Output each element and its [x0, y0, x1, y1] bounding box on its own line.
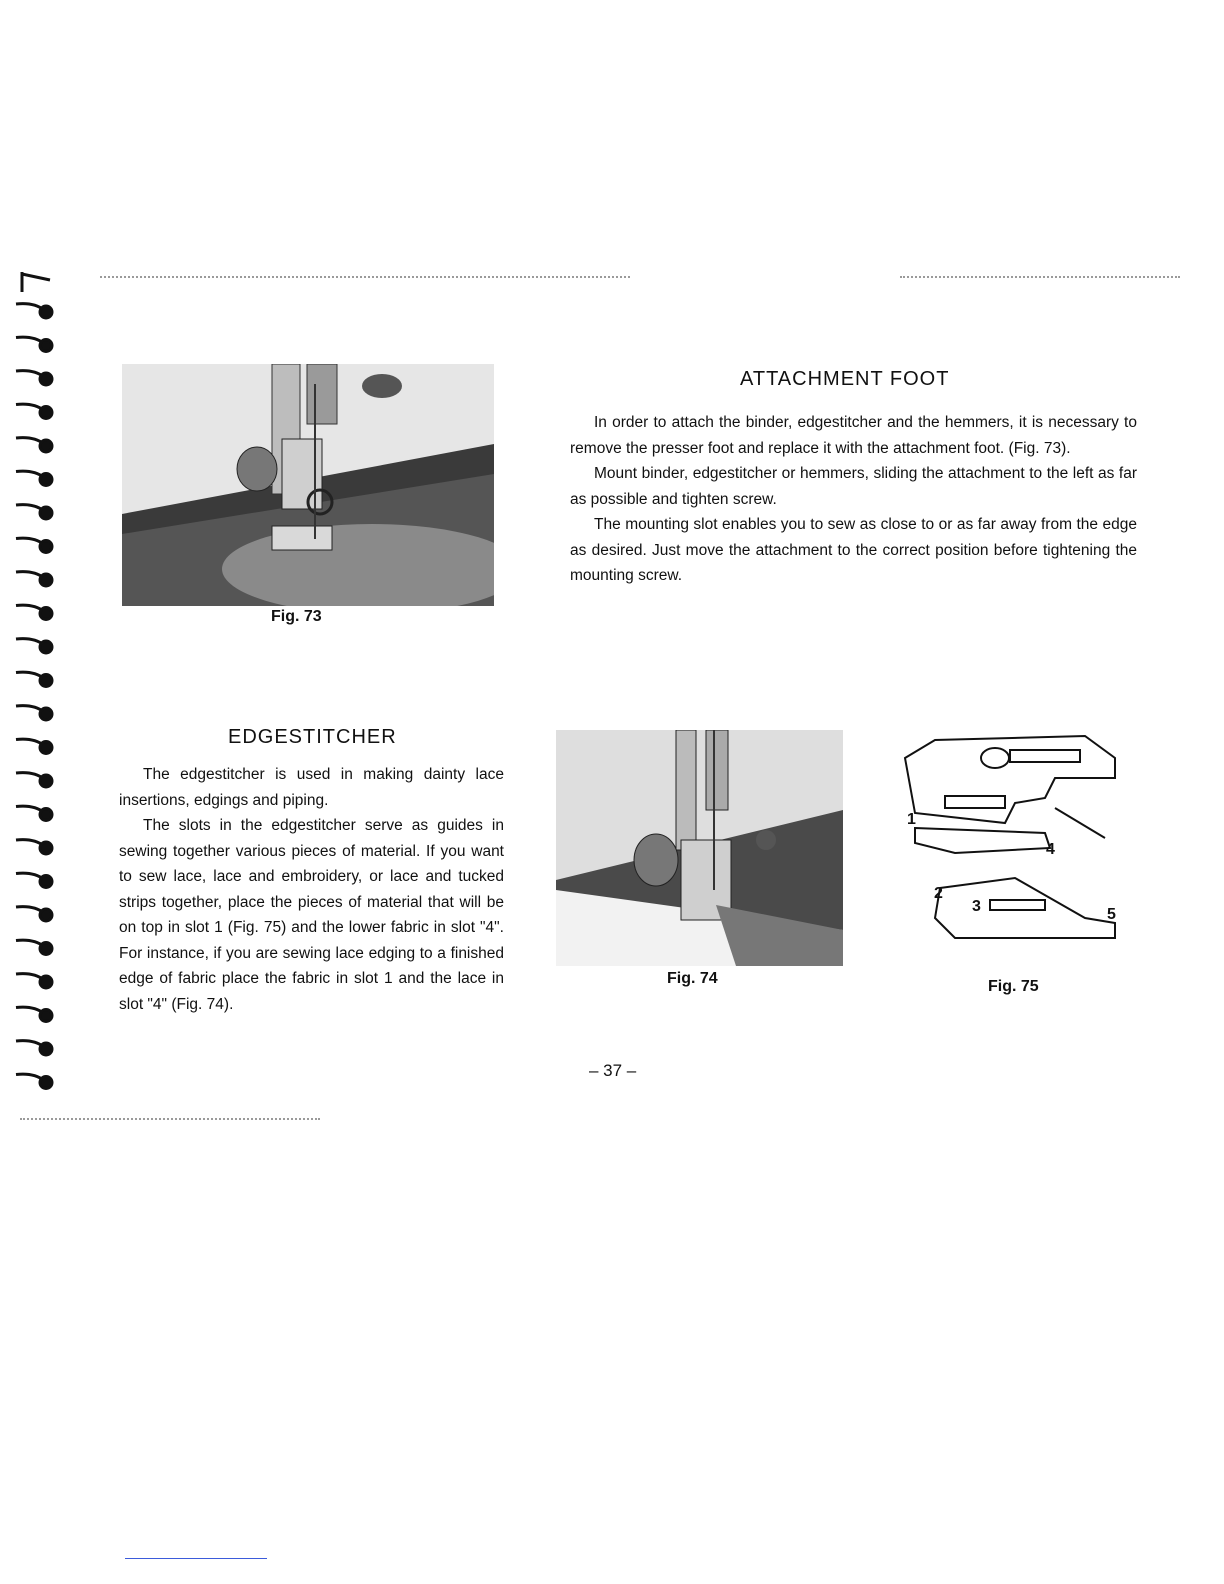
- spiral-coil-hole: [40, 943, 52, 955]
- fig-74-caption: Fig. 74: [667, 970, 718, 987]
- fig-75-image: [895, 728, 1125, 948]
- spiral-coil-hole: [40, 608, 52, 620]
- spiral-coil-hole: [40, 708, 52, 720]
- attachment-para-2: Mount binder, edgestitcher or hemmers, sliding the attachment to the left as far as possible and tighten screw.: [570, 465, 1137, 508]
- spiral-coil-hole: [40, 842, 52, 854]
- spiral-coil-hole: [40, 976, 52, 988]
- bottom-rule: [125, 1558, 267, 1559]
- fig-74-image: [556, 730, 843, 966]
- edgestitcher-text: [119, 762, 504, 1017]
- edgestitcher-heading: EDGESTITCHER: [228, 726, 397, 748]
- fig-75-label-5: 5: [1107, 906, 1116, 923]
- attachment-foot-text: [570, 410, 1137, 589]
- edgestitcher-para-2: The slots in the edgestitcher serve as guides in sewing together various pieces of material. If you want to sew lace, lace and embroidery, or lace and tucked strips together, place the pieces of material that will be on top in slot 1 (Fig. 75) and the lower fabric in slot "4". For instance, if you are sewing lace edging to a finished edge of fabric place the fabric in slot 1 and the lace in slot "4" (Fig. 74).: [119, 817, 504, 1013]
- top-dotted-line: [100, 276, 630, 278]
- spiral-coil-hole: [40, 306, 52, 318]
- spiral-coil-hole: [40, 541, 52, 553]
- fig-73-caption: Fig. 73: [271, 608, 322, 625]
- spiral-coil-hole: [40, 407, 52, 419]
- spiral-coil-hole: [40, 641, 52, 653]
- page-number: – 37 –: [589, 1061, 637, 1080]
- fig-75-label-3: 3: [972, 898, 981, 915]
- fig-75-label-1: 1: [907, 811, 916, 828]
- spiral-coil-hole: [40, 507, 52, 519]
- spiral-coil-hole: [40, 775, 52, 787]
- fig-75-caption: Fig. 75: [988, 978, 1039, 995]
- spiral-coil-hole: [40, 876, 52, 888]
- spiral-coil-hole: [40, 675, 52, 687]
- spiral-coil-hole: [40, 1043, 52, 1055]
- spiral-coil-hole: [40, 1077, 52, 1089]
- spiral-coil-hole: [40, 474, 52, 486]
- spiral-coil-hole: [40, 909, 52, 921]
- spiral-coil-hole: [40, 1010, 52, 1022]
- fig-75-label-2: 2: [934, 885, 943, 902]
- fig-73-image: [122, 364, 494, 606]
- fig-75-label-4: 4: [1046, 841, 1055, 858]
- attachment-foot-heading: ATTACHMENT FOOT: [740, 368, 950, 390]
- spiral-binding: [10, 262, 70, 1122]
- top-dotted-line-right: [900, 276, 1180, 278]
- attachment-para-1: In order to attach the binder, edgestitcher and the hemmers, it is necessary to remove the presser foot and replace it with the attachment foot. (Fig. 73).: [570, 414, 1137, 457]
- spiral-coil-hole: [40, 574, 52, 586]
- spiral-coil-hole: [40, 809, 52, 821]
- edgestitcher-para-1: The edgestitcher is used in making dainty lace insertions, edgings and piping.: [119, 766, 504, 809]
- spiral-coil-hole: [40, 742, 52, 754]
- spiral-coil-hole: [40, 340, 52, 352]
- attachment-para-3: The mounting slot enables you to sew as close to or as far away from the edge as desired. Just move the attachment to the correct position before tightening the mounting screw.: [570, 516, 1137, 584]
- spiral-coil-hole: [40, 440, 52, 452]
- spiral-coil-hole: [40, 373, 52, 385]
